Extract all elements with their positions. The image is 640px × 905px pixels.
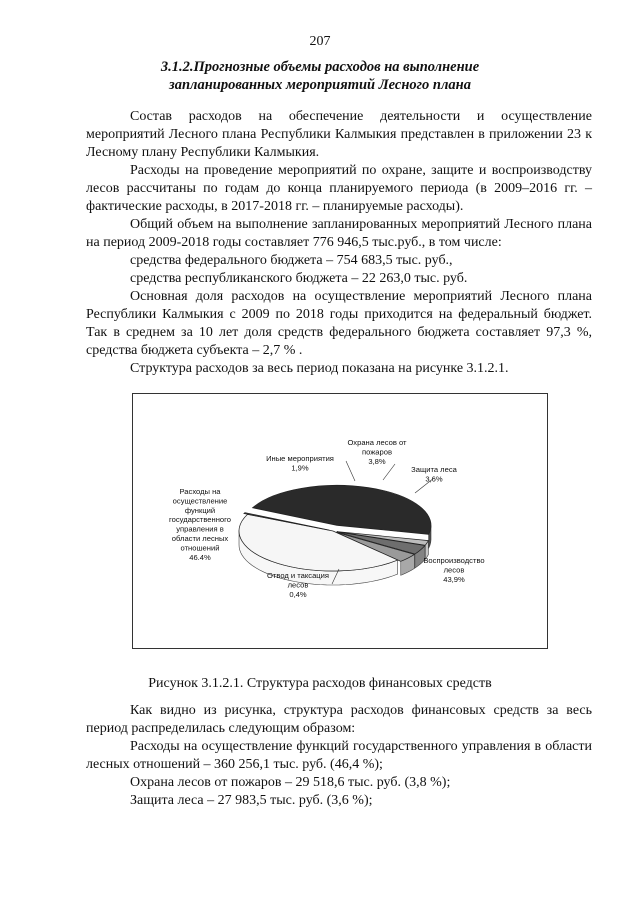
paragraph: Расходы на осуществление функций государственного управления в области лесных отношений – 360 256,1 тыс. руб. (46,4 %); — [86, 739, 592, 772]
body-text-bottom — [86, 702, 592, 810]
paragraph: Защита леса – 27 983,5 тыс. руб. (3,6 %); — [130, 793, 373, 808]
paragraph: Общий объем на выполнение запланированных мероприятий Лесного плана на период 2009-2018 годы составляет 776 946,5 тыс.руб., в том числе: — [86, 217, 592, 250]
slice-label: Иные мероприятия 1,9% — [266, 454, 334, 473]
paragraph: Основная доля расходов на осуществление мероприятий Лесного плана Республики Калмыкия с 2009 по 2018 годы приходится на федеральный бюджет. Так в среднем за 10 лет доля средств федерального бюджета составляет 97,3 %, средства бюджета субъекта – 2,7 % . — [86, 289, 592, 358]
section-heading — [0, 58, 640, 94]
slice-label: Воспроизводство лесов 43,9% — [423, 556, 485, 584]
paragraph: средства республиканского бюджета – 22 263,0 тыс. руб. — [130, 271, 468, 286]
figure-frame — [132, 393, 548, 649]
body-text-top — [86, 108, 592, 378]
leader-line — [383, 464, 395, 480]
paragraph: Охрана лесов от пожаров – 29 518,6 тыс. руб. (3,8 %); — [130, 775, 451, 790]
slice-label: Защита леса 3,6% — [411, 465, 457, 484]
heading-line-2: запланированных мероприятий Лесного плана — [169, 77, 471, 93]
slice-label: Отвод и таксация лесов 0,4% — [266, 571, 330, 599]
paragraph: Структура расходов за весь период показана на рисунке 3.1.2.1. — [130, 361, 509, 376]
pie-chart — [133, 394, 547, 648]
slice-label: Охрана лесов от пожаров 3,8% — [347, 438, 407, 466]
paragraph: Расходы на проведение мероприятий по охране, защите и воспроизводству лесов рассчитаны по годам до конца планируемого периода (в 2009–2016 гг. – фактические расходы, в 2017-2018 гг. – планируемые расходы). — [86, 163, 592, 214]
paragraph: Состав расходов на обеспечение деятельности и осуществление мероприятий Лесного плана Республики Калмыкия представлен в приложении 23 к Лесному плану Республики Калмыкия. — [86, 109, 592, 160]
figure-caption: Рисунок 3.1.2.1. Структура расходов финансовых средств — [148, 676, 492, 691]
paragraph: средства федерального бюджета – 754 683,5 тыс. руб., — [130, 253, 453, 268]
paragraph: Как видно из рисунка, структура расходов финансовых средств за весь период распределилась следующим образом: — [86, 703, 592, 736]
leader-line — [346, 461, 355, 481]
page-number: 207 — [309, 34, 331, 49]
heading-line-1: 3.1.2.Прогнозные объемы расходов на выполнение — [160, 59, 480, 75]
slice-label: Расходы на осуществление функций государственного управления в области лесных отношений 46.4% — [169, 487, 231, 562]
